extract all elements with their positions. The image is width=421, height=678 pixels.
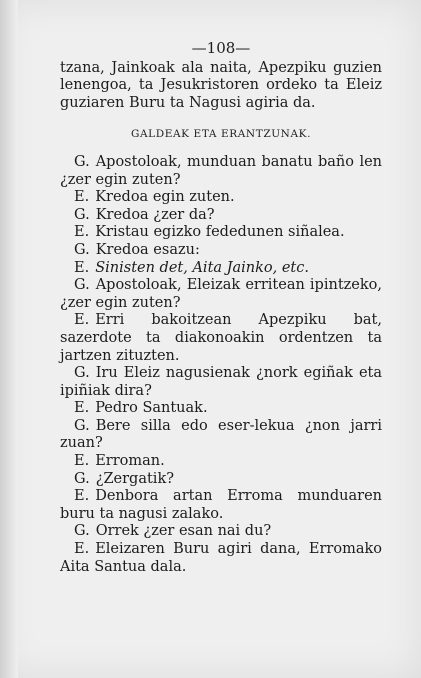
qa-text: Kristau egizko fededunen siñalea. [95, 224, 345, 241]
qa-item [60, 400, 382, 418]
intro-paragraph: tzana, Jainkoak ala naita, Apezpiku guzien lenengoa, ta Jesukristoren ordeko ta Eleiz guziaren Buru ta Nagusi agiria da. [60, 59, 382, 111]
page-number: —108— [191, 39, 251, 57]
qa-speaker: G. [74, 417, 90, 434]
qa-text: Kredoa ¿zer da? [95, 206, 215, 223]
qa-speaker: G. [74, 241, 90, 258]
qa-text: ¿Zergatik? [95, 470, 175, 487]
qa-text: Apostoloak, munduan banatu baño len ¿zer egin zuten? [60, 153, 382, 188]
qa-item [60, 471, 382, 489]
qa-speaker: E. [74, 453, 90, 470]
qa-item [60, 312, 382, 365]
qa-speaker: E. [74, 224, 90, 241]
qa-speaker: E. [74, 541, 90, 558]
qa-item [60, 418, 382, 453]
qa-text: Bere silla edo eser-lekua ¿non jarri zuan? [60, 417, 382, 452]
qa-item [60, 453, 382, 471]
page-spine-shadow [0, 0, 18, 678]
qa-item [60, 260, 382, 278]
qa-speaker: E. [74, 189, 90, 206]
qa-text: Eleizaren Buru agiri dana, Erromako Aita Santua dala. [60, 541, 382, 575]
qa-item [60, 224, 382, 242]
qa-text: Sinisten det, Aita Jainko, etc. [95, 259, 309, 276]
qa-text: Apostoloak, Eleizak erritean ipintzeko, ¿zer egin zuten? [60, 277, 382, 311]
qa-text: Denbora artan Erroma munduaren buru ta nagusi zalako. [60, 488, 382, 522]
qa-item [60, 277, 382, 312]
qa-item [60, 365, 382, 400]
qa-item [60, 154, 382, 189]
qa-speaker: G. [74, 153, 90, 170]
qa-speaker: E. [74, 400, 90, 417]
section-title: GALDEAK ETA ERANTZUNAK. [130, 128, 312, 141]
qa-speaker: E. [74, 312, 90, 329]
qa-item [60, 541, 382, 576]
qa-speaker: G. [74, 277, 90, 294]
qa-speaker: E. [74, 488, 90, 505]
qa-list [60, 154, 382, 576]
qa-item [60, 242, 382, 260]
qa-text: Erri bakoitzean Apezpiku bat, sazerdote ta diakonoakin ordentzen ta jartzen zituzten. [60, 312, 382, 364]
qa-item [60, 207, 382, 225]
qa-text: Kredoa esazu: [95, 241, 200, 258]
qa-speaker: G. [74, 365, 90, 382]
qa-speaker: E. [74, 259, 90, 276]
qa-text: Pedro Santuak. [95, 400, 208, 417]
qa-speaker: G. [74, 470, 90, 487]
qa-speaker: G. [74, 523, 90, 540]
qa-item [60, 488, 382, 523]
qa-text: Iru Eleiz nagusienak ¿nork egiñak eta ipiñiak dira? [60, 365, 382, 399]
qa-text: Erroman. [95, 453, 165, 470]
qa-item [60, 189, 382, 207]
qa-item [60, 523, 382, 541]
qa-text: Kredoa egin zuten. [95, 189, 235, 206]
qa-text: Orrek ¿zer esan nai du? [95, 523, 272, 540]
page-content [60, 40, 382, 576]
qa-speaker: G. [74, 206, 90, 223]
